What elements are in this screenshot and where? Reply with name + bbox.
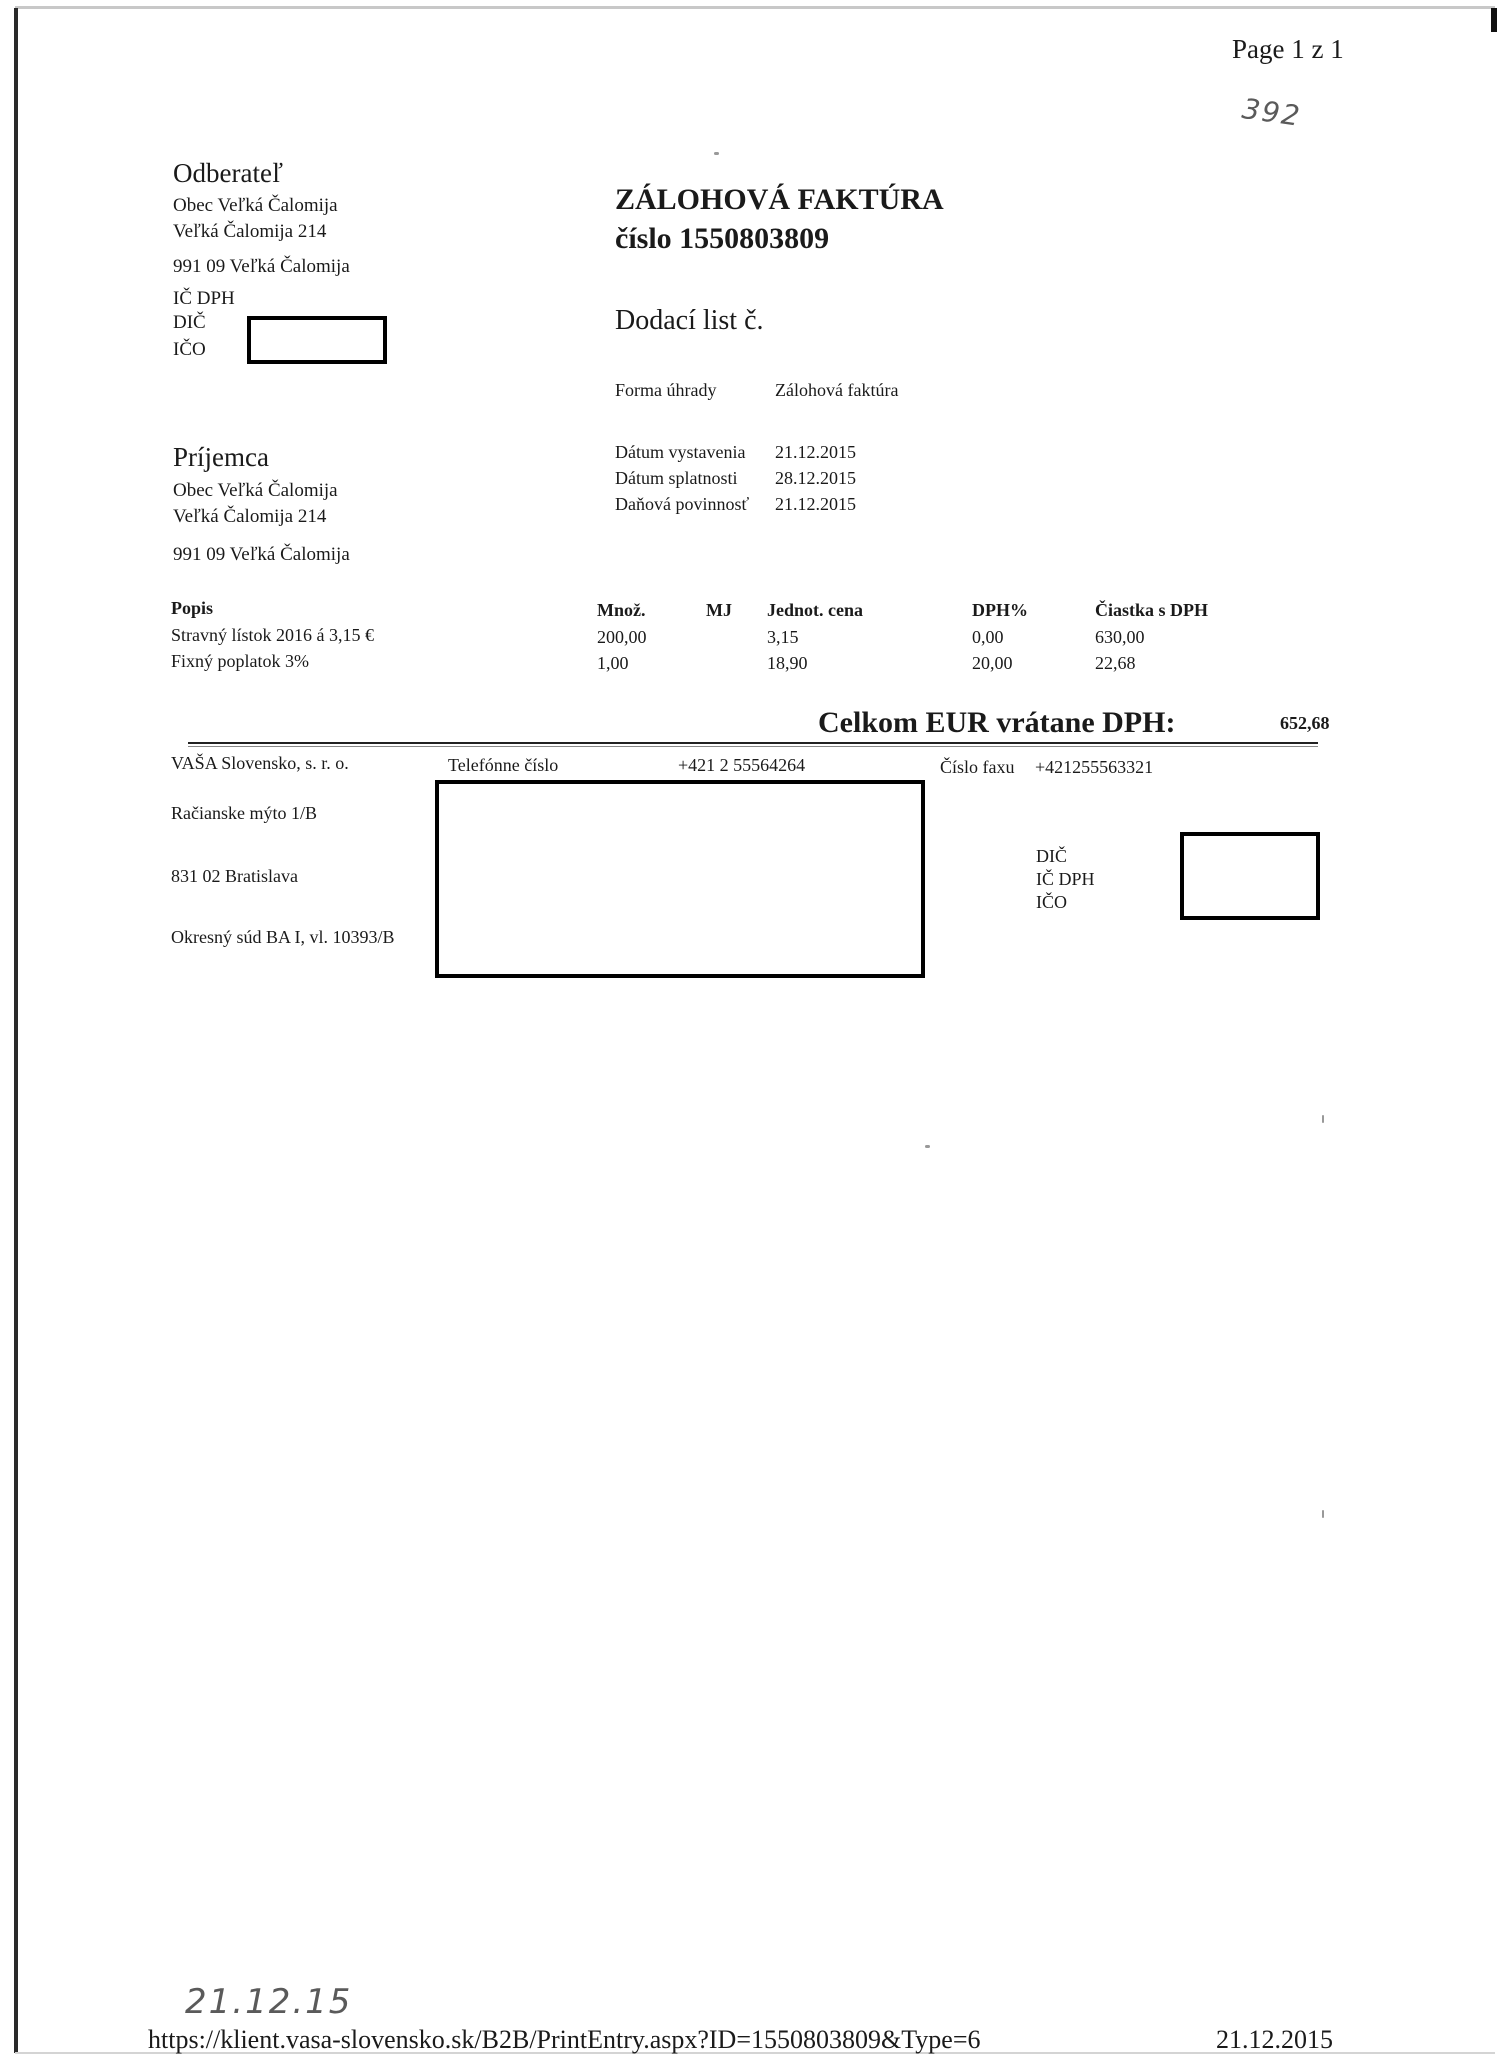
handwritten-date: 21.12.15 (185, 1982, 353, 2022)
scan-speck (1322, 1115, 1324, 1123)
row-jednot-cena: 18,90 (767, 653, 808, 673)
row-mnoz: 1,00 (597, 653, 629, 673)
supplier-ic-dph-label: IČ DPH (1036, 869, 1095, 889)
row-jednot-cena: 3,15 (767, 627, 799, 647)
scan-edge-left (14, 8, 18, 2053)
datum-vystavenia-value: 21.12.2015 (775, 442, 856, 462)
total-label: Celkom EUR vrátane DPH: (818, 706, 1176, 739)
redaction-box-supplier-ids (1180, 832, 1320, 920)
odberatel-name: Obec Veľká Čalomija (173, 195, 338, 216)
col-header-popis: Popis (171, 598, 214, 618)
datum-splatnosti-label: Dátum splatnosti (615, 468, 738, 488)
datum-splatnosti-value: 28.12.2015 (775, 468, 856, 488)
row-dph: 20,00 (972, 653, 1013, 673)
danova-povinnost-value: 21.12.2015 (775, 494, 856, 514)
dodaci-list: Dodací list č. (615, 305, 764, 336)
row-dph: 0,00 (972, 627, 1004, 647)
odberatel-dic-label: DIČ (173, 312, 206, 333)
scan-speck (925, 1145, 930, 1148)
prijemca-street: Veľká Čalomija 214 (173, 506, 327, 527)
supplier-name: VAŠA Slovensko, s. r. o. (171, 753, 349, 773)
col-header-mnoz: Množ. (597, 600, 646, 620)
col-header-mj: MJ (706, 600, 732, 620)
phone-label: Telefónne číslo (448, 755, 559, 775)
row-mnoz: 200,00 (597, 627, 647, 647)
prijemca-heading: Príjemca (173, 442, 269, 472)
footer-date: 21.12.2015 (1216, 2025, 1333, 2054)
handwritten-number: 392 (1239, 92, 1304, 133)
footer-divider (188, 742, 1318, 744)
odberatel-ic-dph-label: IČ DPH (173, 288, 235, 309)
forma-uhrady-value: Zálohová faktúra (775, 380, 899, 400)
col-header-jednot-cena: Jednot. cena (767, 600, 863, 620)
phone-value: +421 2 55564264 (678, 755, 806, 775)
odberatel-heading: Odberateľ (173, 158, 283, 188)
footer-url[interactable]: https://klient.vasa-slovensko.sk/B2B/PrintEntry.aspx?ID=1550803809&Type=6 (148, 2025, 981, 2054)
col-header-ciastka: Čiastka s DPH (1095, 600, 1209, 620)
col-header-dph: DPH% (972, 600, 1028, 620)
scan-mark-right (1491, 8, 1497, 32)
supplier-street: Račianske mýto 1/B (171, 803, 317, 823)
forma-uhrady-label: Forma úhrady (615, 380, 717, 400)
odberatel-street: Veľká Čalomija 214 (173, 221, 327, 242)
page-number: Page 1 z 1 (1232, 34, 1344, 64)
supplier-dic-label: DIČ (1036, 846, 1067, 866)
row-popis: Fixný poplatok 3% (171, 651, 309, 671)
supplier-ico-label: IČO (1036, 892, 1067, 912)
redaction-box-odberatel-ids (247, 316, 387, 364)
scan-speck (714, 152, 719, 155)
invoice-title: ZÁLOHOVÁ FAKTÚRA (615, 183, 944, 216)
odberatel-ico-label: IČO (173, 339, 206, 360)
footer-divider-shadow (188, 746, 1318, 747)
row-ciastka: 22,68 (1095, 653, 1136, 673)
datum-vystavenia-label: Dátum vystavenia (615, 442, 746, 462)
fax-value: +421255563321 (1035, 757, 1154, 777)
row-popis: Stravný lístok 2016 á 3,15 € (171, 625, 374, 645)
fax-label: Číslo faxu (940, 757, 1015, 777)
supplier-court: Okresný súd BA I, vl. 10393/B (171, 927, 395, 947)
invoice-number: číslo 1550803809 (615, 222, 830, 255)
odberatel-city: 991 09 Veľká Čalomija (173, 256, 350, 277)
danova-povinnost-label: Daňová povinnosť (615, 494, 750, 514)
row-ciastka: 630,00 (1095, 627, 1145, 647)
scan-edge-top (15, 6, 1495, 9)
total-value: 652,68 (1280, 713, 1330, 733)
prijemca-city: 991 09 Veľká Čalomija (173, 544, 350, 565)
redaction-box-supplier-bank (435, 780, 925, 978)
supplier-city: 831 02 Bratislava (171, 866, 298, 886)
prijemca-name: Obec Veľká Čalomija (173, 480, 338, 501)
scan-speck (1322, 1510, 1324, 1518)
